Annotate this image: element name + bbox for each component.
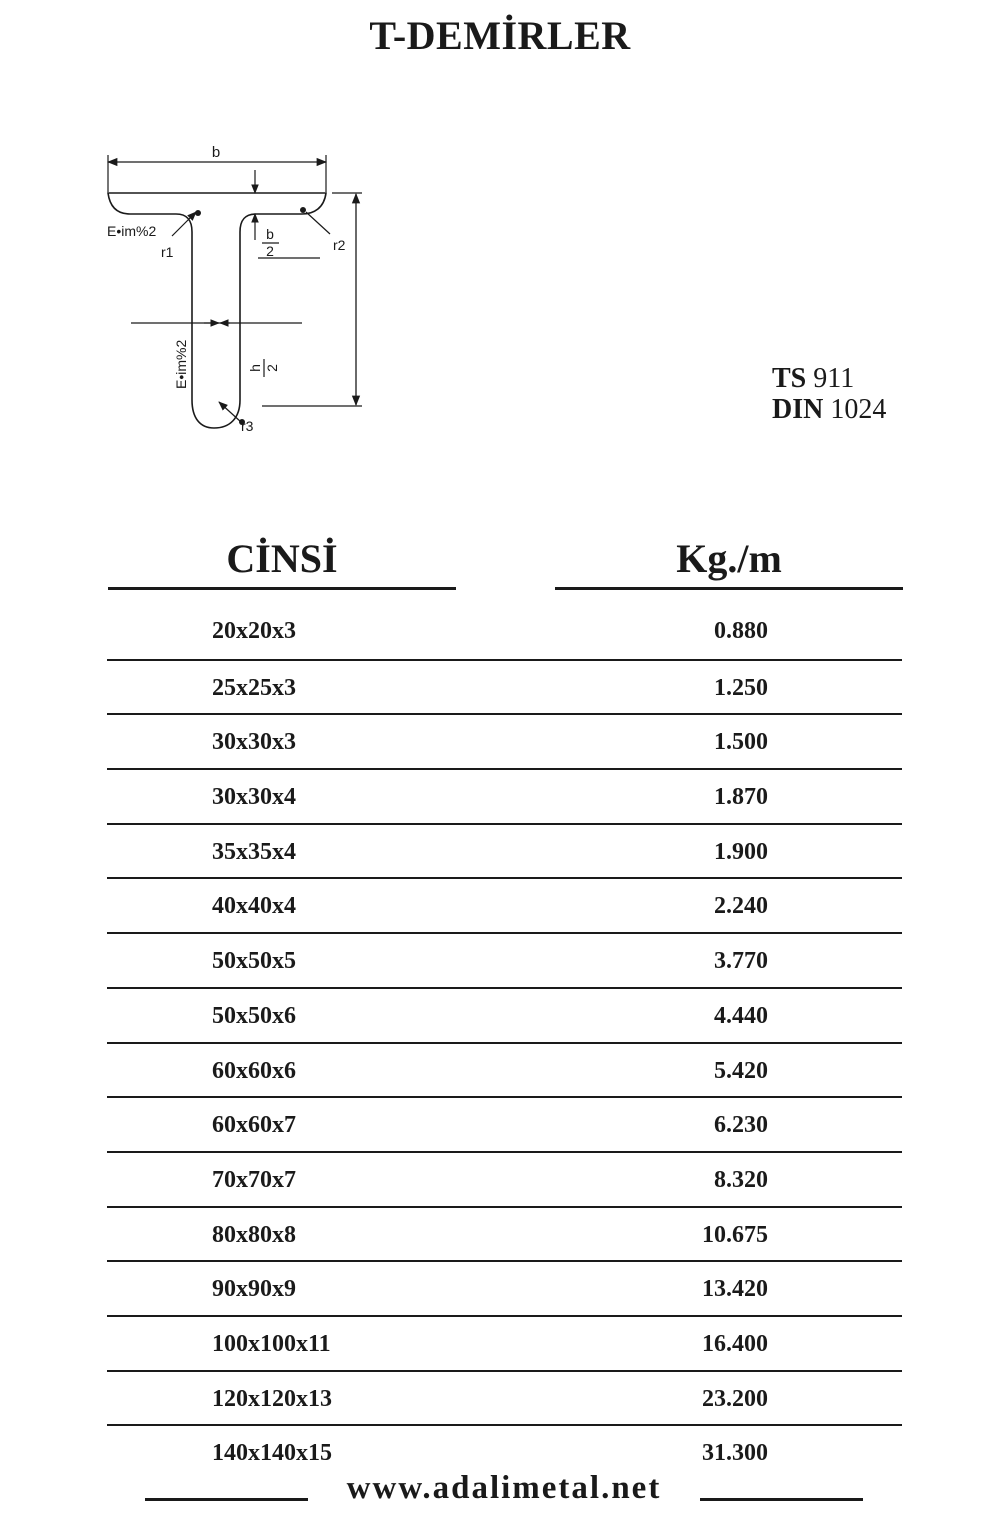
cell-type: 90x90x9 (212, 1276, 296, 1303)
cell-type: 30x30x4 (212, 784, 296, 811)
cell-weight: 0.880 (714, 618, 768, 644)
cell-type: 20x20x3 (212, 618, 296, 644)
cell-weight: 31.300 (702, 1440, 768, 1467)
cell-type: 80x80x8 (212, 1221, 296, 1248)
label-slope-web: E•im%2 (173, 339, 189, 389)
table-row (107, 1096, 902, 1151)
table-row (107, 987, 902, 1042)
label-b: b (211, 144, 221, 161)
cell-weight: 23.200 (702, 1385, 768, 1412)
frac-b-numerator: b (266, 226, 274, 242)
column-header-weight: Kg./m (676, 536, 782, 581)
table-row (107, 1206, 902, 1261)
table-row (107, 823, 902, 878)
cell-type: 50x50x6 (212, 1002, 296, 1029)
cell-type: 25x25x3 (212, 674, 296, 701)
cell-weight: 13.420 (702, 1276, 768, 1303)
cell-weight: 6.230 (714, 1112, 768, 1139)
cell-type: 120x120x13 (212, 1385, 332, 1412)
header-rule-left (108, 587, 456, 590)
cell-weight: 10.675 (702, 1221, 768, 1248)
frac-h-numerator: h (247, 364, 263, 372)
cell-type: 60x60x7 (212, 1112, 296, 1139)
cell-weight: 2.240 (714, 893, 768, 920)
cell-type: 100x100x11 (212, 1330, 331, 1357)
label-r2: r2 (333, 237, 346, 253)
table-row (107, 877, 902, 932)
table-row (107, 604, 902, 659)
label-slope-flange: E•im%2 (107, 223, 157, 239)
table-row (107, 1151, 902, 1206)
table-row (107, 1315, 902, 1370)
table-row (107, 659, 902, 714)
weight-table (107, 604, 902, 1479)
cell-type: 50x50x5 (212, 948, 296, 975)
footer-rule-right (700, 1498, 863, 1501)
label-r1: r1 (161, 244, 174, 260)
t-profile-diagram (95, 130, 395, 450)
table-row (107, 1042, 902, 1097)
cell-weight: 1.250 (714, 674, 768, 701)
cell-type: 60x60x6 (212, 1057, 296, 1084)
cell-weight: 16.400 (702, 1330, 768, 1357)
header-rule-right (555, 587, 903, 590)
table-row (107, 1370, 902, 1425)
label-r3: r3 (241, 418, 254, 434)
cell-weight: 1.500 (714, 729, 768, 756)
table-row (107, 932, 902, 987)
footer (0, 1470, 1000, 1510)
page-title: T-DEMİRLER (369, 13, 631, 58)
standards-block (772, 363, 886, 425)
table-row (107, 1260, 902, 1315)
cell-type: 35x35x4 (212, 838, 296, 865)
website-link[interactable]: www.adalimetal.net (346, 1470, 662, 1506)
table-row (107, 768, 902, 823)
cell-weight: 1.900 (714, 838, 768, 865)
cell-weight: 8.320 (714, 1166, 768, 1193)
standard-din: DIN 1024 (772, 394, 887, 425)
frac-h-denominator: 2 (264, 364, 280, 372)
footer-rule-left (145, 1498, 308, 1501)
column-header-type: CİNSİ (226, 536, 338, 581)
cell-weight: 5.420 (714, 1057, 768, 1084)
cell-type: 30x30x3 (212, 729, 296, 756)
cell-weight: 3.770 (714, 948, 768, 975)
cell-type: 70x70x7 (212, 1166, 296, 1193)
frac-b-denominator: 2 (266, 243, 274, 259)
standard-ts: TS 911 (772, 363, 855, 394)
cell-type: 40x40x4 (212, 893, 296, 920)
cell-weight: 4.440 (714, 1002, 768, 1029)
cell-type: 140x140x15 (212, 1440, 332, 1467)
table-row (107, 713, 902, 768)
cell-weight: 1.870 (714, 784, 768, 811)
